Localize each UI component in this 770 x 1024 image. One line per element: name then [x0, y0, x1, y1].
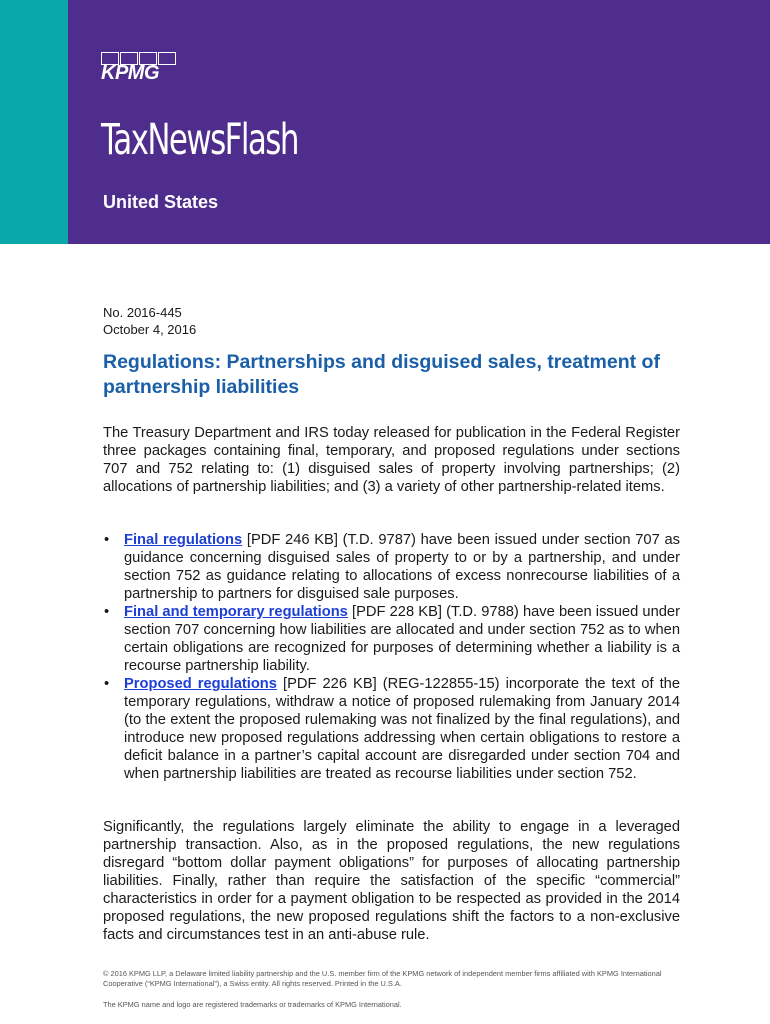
bullet-icon: • [104, 604, 110, 620]
summary-paragraph: Significantly, the regulations largely eliminate the ability to engage in a leveraged partnership transaction. Also, as in the proposed regulations, the new regulations disregard “bottom dollar payment obligations” for purposes of allocating partnership liabilities. Finally, rather than require the satisfaction of the specific “commercial” characteristics in order for a payment obligation to be respected as provided in the 2014 proposed regulations, the new proposed regulations shift the factors to a non-exclusive facts and circumstances test in an anti-abuse rule. [103, 819, 680, 943]
intro-paragraph: The Treasury Department and IRS today released for publication in the Federal Register three packages containing final, temporary, and proposed regulations under sections 707 and 752 relating to: (1) disguised sales of property involving partnerships; (2) allocations of partnership liabilities; and (3) a variety of other partnership-related items. [103, 425, 680, 495]
publication-title: TaxNewsFlash [101, 115, 298, 165]
trademark-notice: The KPMG name and logo are registered trademarks or trademarks of KPMG International. [103, 1000, 402, 1009]
accent-bar [0, 0, 68, 244]
country-label: United States [103, 192, 219, 212]
logo-wordmark: KPMG [101, 62, 159, 84]
proposed-regulations-link[interactable]: Proposed regulations [124, 676, 277, 692]
article-number: No. 2016-445 [103, 305, 182, 320]
bullet-icon: • [104, 532, 110, 548]
regulations-list [103, 531, 680, 783]
footer [103, 969, 693, 1010]
list-item [103, 675, 680, 783]
bullet-icon: • [104, 676, 110, 692]
kpmg-logo [101, 52, 181, 88]
logo-box [158, 52, 176, 65]
copyright-notice: © 2016 KPMG LLP, a Delaware limited liability partnership and the U.S. member firm of the KPMG network of independent member firms affiliated with KPMG International Cooperative (“KPMG International”), a Swiss entity. All rights reserved. Printed in the U.S.A. [103, 969, 662, 988]
list-item-text: [PDF 226 KB] (REG-122855-15) incorporate the text of the temporary regulations, withdraw a notice of proposed rulemaking from January 2014 (to the extent the proposed rulemaking was not finalized by the final regulations), and introduce new proposed regulations addressing when certain obligations to restore a deficit balance in a partner’s capital account are disregarded under section 704 and when partnership liabilities are treated as recourse liabilities under section 752. [124, 676, 680, 782]
list-item-text: [PDF 246 KB] (T.D. 9787) have been issued under section 707 as guidance concerning disguised sales of property to or by a partnership, and under section 752 as guidance relating to allocations of excess nonrecourse liabilities of a partnership to partners for disguised sale purposes. [124, 532, 680, 602]
list-item [103, 603, 680, 675]
list-item-text: [PDF 228 KB] (T.D. 9788) have been issued under section 707 concerning how liabilities are allocated and under section 752 as to when certain obligations are recognized for purposes of determining whether a liability is a recourse partnership liability. [124, 604, 680, 674]
list-item [103, 531, 680, 603]
article-title: Regulations: Partnerships and disguised sales, treatment of partnership liabilities [103, 351, 660, 398]
article-date: October 4, 2016 [103, 322, 197, 337]
final-temporary-regulations-link[interactable]: Final and temporary regulations [124, 604, 348, 620]
final-regulations-link[interactable]: Final regulations [124, 532, 243, 548]
article-meta [103, 304, 196, 338]
